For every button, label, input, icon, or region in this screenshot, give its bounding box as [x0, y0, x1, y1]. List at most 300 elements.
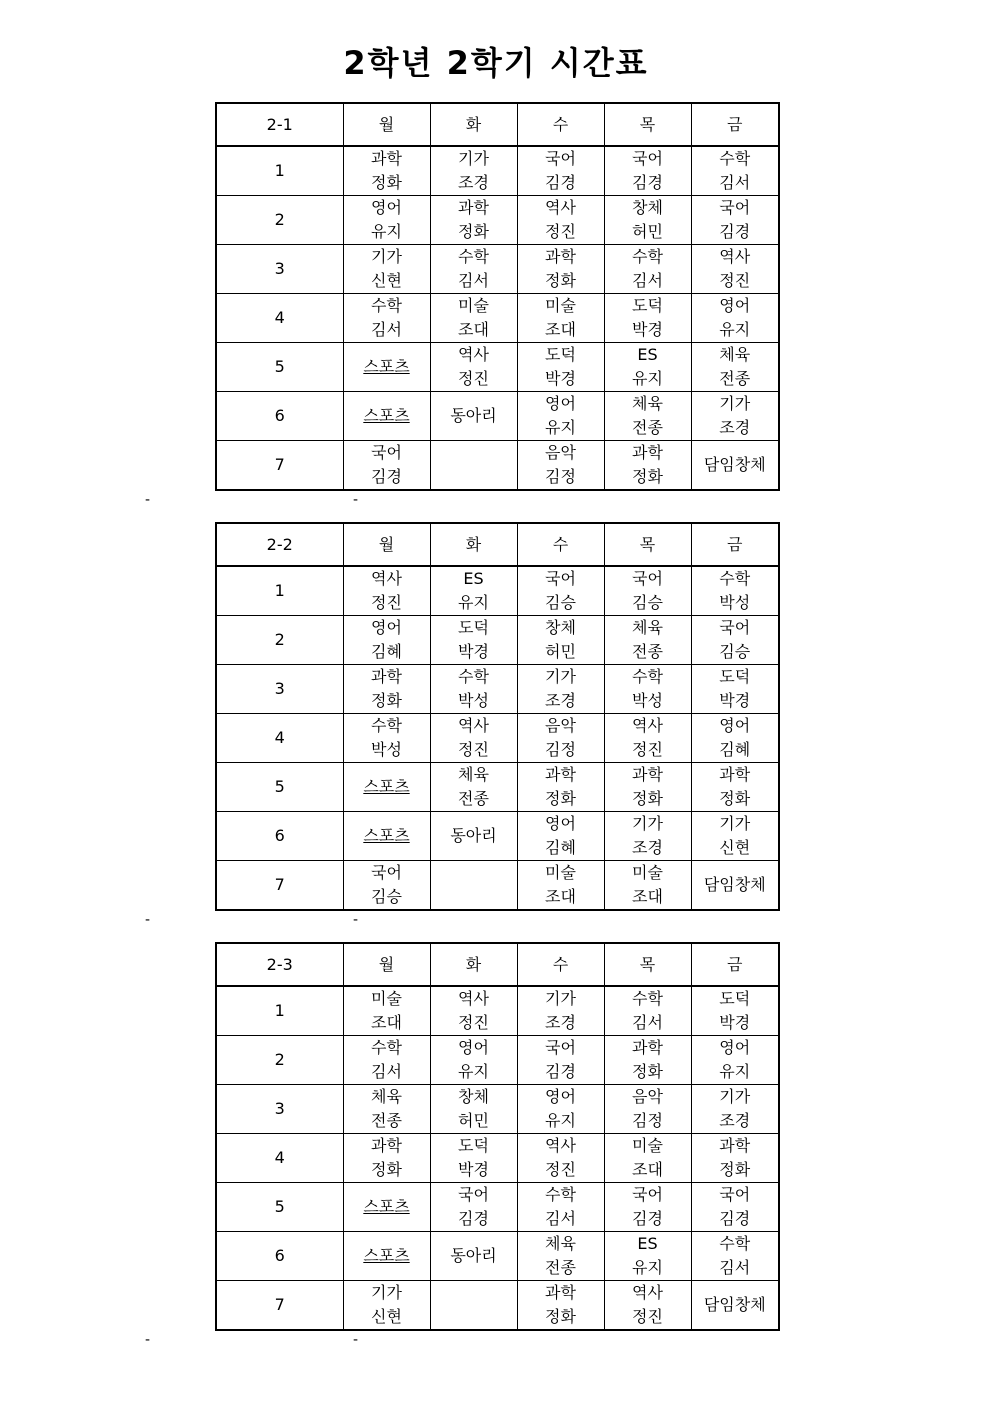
- class-cell: [343, 343, 430, 392]
- table-row: [216, 986, 779, 1036]
- table-row: [216, 245, 779, 294]
- class-cell: [430, 1183, 517, 1232]
- teacher: 박성: [632, 691, 663, 710]
- class-cell: [517, 1232, 604, 1281]
- period-number: 7: [216, 1281, 343, 1331]
- teacher: 정화: [371, 1160, 402, 1179]
- subject: 과학: [371, 149, 402, 168]
- class-cell: [517, 392, 604, 441]
- teacher: 유지: [458, 1062, 489, 1081]
- class-cell: [343, 986, 430, 1036]
- teacher: 정진: [545, 222, 576, 241]
- teacher: 김서: [371, 1062, 402, 1081]
- table-row: [216, 441, 779, 491]
- timetable-2-1: [215, 102, 778, 491]
- class-cell: [604, 196, 691, 245]
- teacher: 김서: [632, 271, 663, 290]
- subject: 역사: [545, 198, 576, 217]
- class-cell: [430, 566, 517, 616]
- class-cell: [691, 566, 779, 616]
- period-number: 1: [216, 146, 343, 196]
- class-cell: [604, 1134, 691, 1183]
- teacher: 김승: [719, 642, 751, 661]
- teacher: 정화: [545, 271, 576, 290]
- teacher: 유지: [545, 1111, 576, 1130]
- class-cell: [430, 986, 517, 1036]
- period-number: 6: [216, 392, 343, 441]
- subject: 영어: [545, 1087, 576, 1106]
- subject: 과학: [371, 667, 402, 686]
- teacher: 박성: [458, 691, 489, 710]
- timetable-grid: [215, 942, 780, 1331]
- teacher: 유지: [545, 418, 576, 437]
- class-cell: [430, 665, 517, 714]
- teacher: 유지: [371, 222, 402, 241]
- class-cell: [604, 763, 691, 812]
- subject: 창체: [545, 618, 576, 637]
- subject: 창체: [632, 198, 663, 217]
- teacher: 정화: [719, 789, 751, 808]
- period-number: 6: [216, 812, 343, 861]
- class-cell: [604, 392, 691, 441]
- subject: 과학: [371, 1136, 402, 1155]
- class-cell: [691, 1134, 779, 1183]
- teacher: 김경: [371, 467, 402, 486]
- table-row: [216, 812, 779, 861]
- subject: ES: [637, 1234, 658, 1253]
- subject: 창체: [458, 1087, 489, 1106]
- teacher: 김경: [719, 1209, 751, 1228]
- day-header: 화: [430, 103, 517, 146]
- subject: 국어: [719, 618, 751, 637]
- subject: 음악: [545, 716, 576, 735]
- subject: 과학: [632, 443, 663, 462]
- class-cell: [517, 861, 604, 911]
- subject: 역사: [458, 989, 489, 1008]
- class-cell: [517, 196, 604, 245]
- class-cell: [430, 616, 517, 665]
- cell-text: 담임창체: [703, 455, 766, 474]
- teacher: 정진: [458, 740, 489, 759]
- subject: 역사: [371, 569, 402, 588]
- class-cell: [691, 861, 779, 911]
- separator-dash: -: [145, 912, 151, 928]
- cell-text: 스포츠: [363, 357, 410, 376]
- teacher: 김혜: [719, 740, 751, 759]
- teacher: 박성: [371, 740, 402, 759]
- class-cell: [691, 1232, 779, 1281]
- subject: 영어: [545, 394, 576, 413]
- subject: 음악: [632, 1087, 663, 1106]
- separator-dash: -: [353, 492, 359, 508]
- subject: 수학: [458, 247, 489, 266]
- class-cell: [343, 714, 430, 763]
- teacher: 김정: [545, 740, 576, 759]
- class-cell: [604, 616, 691, 665]
- subject: 체육: [545, 1234, 576, 1253]
- teacher: 정화: [632, 789, 663, 808]
- class-cell: [430, 196, 517, 245]
- teacher: 박경: [458, 642, 489, 661]
- teacher: 김서: [632, 1013, 663, 1032]
- class-name: 2-1: [216, 103, 343, 146]
- teacher: 조대: [632, 1160, 663, 1179]
- teacher: 김경: [545, 1062, 576, 1081]
- class-cell: [430, 392, 517, 441]
- class-cell: [343, 616, 430, 665]
- table-row: [216, 196, 779, 245]
- class-name: 2-3: [216, 943, 343, 986]
- day-header: 수: [517, 103, 604, 146]
- day-header: 금: [691, 103, 779, 146]
- class-cell: [604, 294, 691, 343]
- teacher: 전종: [545, 1258, 576, 1277]
- teacher: 정화: [632, 1062, 663, 1081]
- cell-text: 스포츠: [363, 777, 410, 796]
- day-header: 목: [604, 103, 691, 146]
- day-header: 목: [604, 523, 691, 566]
- subject: 수학: [719, 149, 751, 168]
- class-cell: [430, 1134, 517, 1183]
- period-number: 1: [216, 986, 343, 1036]
- subject: 체육: [632, 394, 663, 413]
- class-cell: [343, 1085, 430, 1134]
- subject: ES: [637, 345, 658, 364]
- teacher: 허민: [632, 222, 663, 241]
- teacher: 조경: [458, 173, 489, 192]
- subject: 도덕: [632, 296, 663, 315]
- teacher: 조경: [545, 1013, 576, 1032]
- class-cell: [430, 861, 517, 911]
- subject: 국어: [632, 149, 663, 168]
- teacher: 정화: [632, 467, 663, 486]
- teacher: 정진: [545, 1160, 576, 1179]
- class-cell: [604, 665, 691, 714]
- day-header: 화: [430, 523, 517, 566]
- teacher: 김서: [371, 320, 402, 339]
- class-cell: [430, 1281, 517, 1331]
- cell-text: 담임창체: [703, 1295, 766, 1314]
- period-number: 4: [216, 714, 343, 763]
- teacher: 정진: [632, 740, 663, 759]
- class-cell: [517, 986, 604, 1036]
- period-number: 3: [216, 665, 343, 714]
- teacher: 전종: [632, 642, 663, 661]
- teacher: 정화: [458, 222, 489, 241]
- teacher: 김경: [545, 173, 576, 192]
- subject: 기가: [719, 814, 751, 833]
- table-row: [216, 861, 779, 911]
- subject: 국어: [545, 149, 576, 168]
- class-cell: [343, 392, 430, 441]
- subject: 미술: [545, 296, 576, 315]
- subject: 기가: [719, 1087, 751, 1106]
- timetable-2-2: [215, 522, 778, 911]
- subject: 역사: [632, 1283, 663, 1302]
- teacher: 김승: [371, 887, 402, 906]
- subject: 국어: [371, 443, 402, 462]
- teacher: 허민: [545, 642, 576, 661]
- teacher: 박경: [458, 1160, 489, 1179]
- class-cell: [517, 146, 604, 196]
- class-cell: [343, 1183, 430, 1232]
- teacher: 정진: [458, 369, 489, 388]
- class-cell: [517, 616, 604, 665]
- class-cell: [343, 146, 430, 196]
- class-cell: [691, 1281, 779, 1331]
- subject: 기가: [371, 247, 402, 266]
- subject: 수학: [371, 296, 402, 315]
- day-header: 수: [517, 523, 604, 566]
- teacher: 김서: [719, 173, 751, 192]
- class-cell: [430, 441, 517, 491]
- class-cell: [691, 1036, 779, 1085]
- page-title: 2학년 2학기 시간표: [343, 44, 649, 82]
- teacher: 김서: [545, 1209, 576, 1228]
- cell-text: 스포츠: [363, 1197, 410, 1216]
- teacher: 조경: [719, 418, 751, 437]
- class-cell: [343, 1232, 430, 1281]
- subject: 기가: [545, 989, 576, 1008]
- teacher: 김경: [632, 173, 663, 192]
- class-name: 2-2: [216, 523, 343, 566]
- separator-dash: -: [145, 1332, 151, 1348]
- class-cell: [343, 441, 430, 491]
- teacher: 김서: [458, 271, 489, 290]
- teacher: 신현: [371, 271, 402, 290]
- teacher: 조대: [458, 320, 489, 339]
- subject: 수학: [632, 667, 663, 686]
- cell-text: 스포츠: [363, 406, 410, 425]
- teacher: 조대: [632, 887, 663, 906]
- class-cell: [430, 1085, 517, 1134]
- period-number: 5: [216, 1183, 343, 1232]
- class-cell: [517, 441, 604, 491]
- table-row: [216, 1085, 779, 1134]
- period-number: 5: [216, 343, 343, 392]
- subject: 기가: [371, 1283, 402, 1302]
- day-header: 월: [343, 103, 430, 146]
- timetable-grid: [215, 522, 780, 911]
- timetable-2-3: [215, 942, 778, 1331]
- subject: 미술: [545, 863, 576, 882]
- teacher: 김경: [632, 1209, 663, 1228]
- teacher: 전종: [458, 789, 489, 808]
- separator-dash: -: [145, 492, 151, 508]
- subject: 과학: [545, 765, 576, 784]
- teacher: 박성: [719, 593, 751, 612]
- class-cell: [691, 294, 779, 343]
- class-cell: [343, 1134, 430, 1183]
- table-row: [216, 616, 779, 665]
- teacher: 유지: [719, 1062, 751, 1081]
- class-cell: [343, 245, 430, 294]
- header-row: [216, 103, 779, 146]
- class-cell: [604, 1036, 691, 1085]
- class-cell: [343, 294, 430, 343]
- subject: 미술: [632, 1136, 663, 1155]
- teacher: 김서: [719, 1258, 751, 1277]
- teacher: 김혜: [545, 838, 576, 857]
- subject: 과학: [545, 247, 576, 266]
- subject: 수학: [458, 667, 489, 686]
- class-cell: [604, 714, 691, 763]
- table-row: [216, 1036, 779, 1085]
- subject: 수학: [371, 1038, 402, 1057]
- subject: 영어: [458, 1038, 489, 1057]
- header-row: [216, 943, 779, 986]
- class-cell: [517, 1183, 604, 1232]
- class-cell: [517, 343, 604, 392]
- day-header: 금: [691, 943, 779, 986]
- cell-text: 담임창체: [703, 875, 766, 894]
- teacher: 유지: [632, 1258, 663, 1277]
- class-cell: [430, 146, 517, 196]
- subject: 영어: [719, 1038, 751, 1057]
- subject: 과학: [632, 765, 663, 784]
- subject: 체육: [632, 618, 663, 637]
- class-cell: [343, 665, 430, 714]
- teacher: 박경: [632, 320, 663, 339]
- subject: 영어: [719, 716, 751, 735]
- teacher: 전종: [719, 369, 751, 388]
- teacher: 정진: [719, 271, 751, 290]
- teacher: 김승: [632, 593, 663, 612]
- cell-text: 스포츠: [363, 826, 410, 845]
- header-row: [216, 523, 779, 566]
- teacher: 정화: [371, 691, 402, 710]
- day-header: 화: [430, 943, 517, 986]
- class-cell: [517, 1134, 604, 1183]
- table-row: [216, 1183, 779, 1232]
- teacher: 정화: [545, 1307, 576, 1326]
- subject: 체육: [371, 1087, 402, 1106]
- day-header: 월: [343, 943, 430, 986]
- cell-text: 동아리: [450, 406, 497, 425]
- teacher: 전종: [632, 418, 663, 437]
- subject: 수학: [719, 1234, 751, 1253]
- class-cell: [517, 294, 604, 343]
- teacher: 조경: [545, 691, 576, 710]
- subject: 영어: [371, 618, 402, 637]
- subject: 기가: [719, 394, 751, 413]
- subject: 도덕: [719, 667, 751, 686]
- subject: 수학: [371, 716, 402, 735]
- period-number: 2: [216, 616, 343, 665]
- subject: 국어: [371, 863, 402, 882]
- class-cell: [691, 392, 779, 441]
- class-cell: [517, 763, 604, 812]
- subject: 국어: [719, 1185, 751, 1204]
- class-cell: [691, 665, 779, 714]
- subject: 국어: [458, 1185, 489, 1204]
- class-cell: [604, 1232, 691, 1281]
- teacher: 정진: [632, 1307, 663, 1326]
- subject: 기가: [545, 667, 576, 686]
- class-cell: [517, 245, 604, 294]
- subject: 과학: [458, 198, 489, 217]
- class-cell: [343, 812, 430, 861]
- teacher: 전종: [371, 1111, 402, 1130]
- class-cell: [430, 294, 517, 343]
- class-cell: [343, 1281, 430, 1331]
- class-cell: [517, 665, 604, 714]
- subject: 도덕: [458, 1136, 489, 1155]
- teacher: 박경: [545, 369, 576, 388]
- period-number: 6: [216, 1232, 343, 1281]
- subject: 기가: [458, 149, 489, 168]
- class-cell: [691, 146, 779, 196]
- subject: 국어: [545, 569, 576, 588]
- teacher: 정화: [719, 1160, 751, 1179]
- class-cell: [691, 196, 779, 245]
- subject: ES: [463, 569, 484, 588]
- class-cell: [604, 812, 691, 861]
- subject: 과학: [545, 1283, 576, 1302]
- table-row: [216, 763, 779, 812]
- teacher: 김경: [719, 222, 751, 241]
- period-number: 7: [216, 861, 343, 911]
- period-number: 2: [216, 1036, 343, 1085]
- teacher: 유지: [632, 369, 663, 388]
- class-cell: [691, 1085, 779, 1134]
- class-cell: [604, 1085, 691, 1134]
- class-cell: [691, 812, 779, 861]
- day-header: 목: [604, 943, 691, 986]
- class-cell: [343, 196, 430, 245]
- day-header: 수: [517, 943, 604, 986]
- class-cell: [430, 763, 517, 812]
- teacher: 조경: [632, 838, 663, 857]
- period-number: 1: [216, 566, 343, 616]
- subject: 과학: [719, 765, 751, 784]
- class-cell: [691, 343, 779, 392]
- teacher: 조대: [545, 320, 576, 339]
- class-cell: [691, 763, 779, 812]
- subject: 과학: [632, 1038, 663, 1057]
- cell-text: 동아리: [450, 1246, 497, 1265]
- separator-dash: -: [353, 1332, 359, 1348]
- class-cell: [343, 1036, 430, 1085]
- table-row: [216, 665, 779, 714]
- timetable-grid: [215, 102, 780, 491]
- teacher: 김혜: [371, 642, 402, 661]
- class-cell: [517, 566, 604, 616]
- table-row: [216, 146, 779, 196]
- class-cell: [343, 566, 430, 616]
- subject: 역사: [719, 247, 751, 266]
- class-cell: [604, 861, 691, 911]
- teacher: 김정: [545, 467, 576, 486]
- subject: 역사: [458, 716, 489, 735]
- subject: 과학: [719, 1136, 751, 1155]
- period-number: 4: [216, 1134, 343, 1183]
- cell-text: 스포츠: [363, 1246, 410, 1265]
- separator-dash: -: [353, 912, 359, 928]
- table-row: [216, 1134, 779, 1183]
- subject: 미술: [458, 296, 489, 315]
- subject: 도덕: [545, 345, 576, 364]
- period-number: 3: [216, 245, 343, 294]
- class-cell: [343, 861, 430, 911]
- class-cell: [604, 343, 691, 392]
- table-row: [216, 1232, 779, 1281]
- period-number: 2: [216, 196, 343, 245]
- table-row: [216, 1281, 779, 1331]
- class-cell: [517, 714, 604, 763]
- subject: 영어: [545, 814, 576, 833]
- teacher: 김경: [458, 1209, 489, 1228]
